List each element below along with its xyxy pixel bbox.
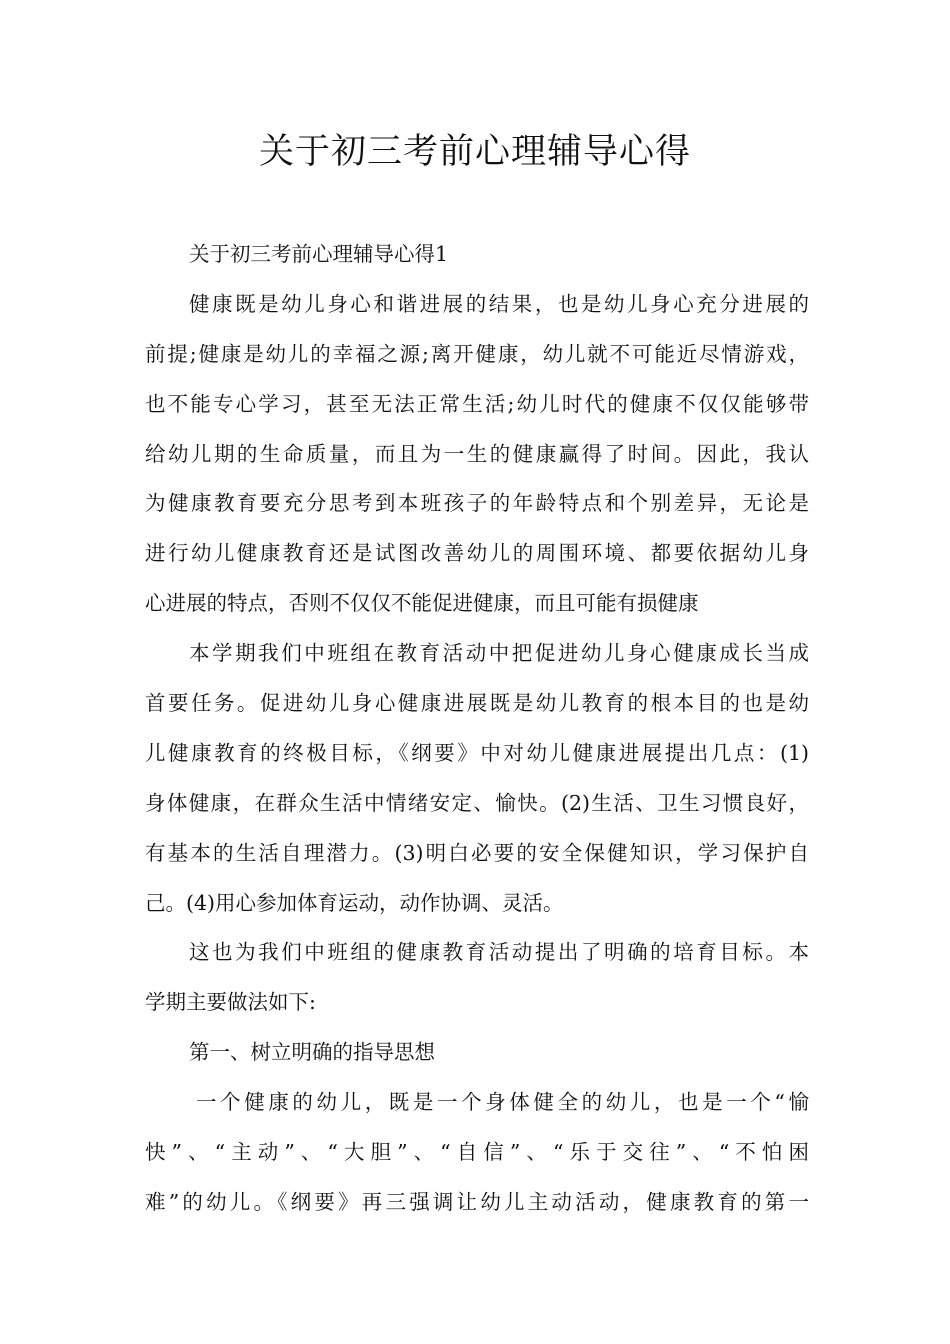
paragraph-line: 给幼儿期的生命质量，而且为一生的健康赢得了时间。因此，我认	[145, 441, 809, 466]
paragraph-line: 己。(4)用心参加体育运动，动作协调、灵活。	[145, 890, 564, 915]
paragraph-line: 身体健康，在群众生活中情绪安定、愉快。(2)生活、卫生习惯良好，	[145, 790, 809, 815]
section-heading: 关于初三考前心理辅导心得1	[189, 242, 449, 266]
paragraph-line: 儿健康教育的终极目标，《纲要》中对幼儿健康进展提出几点：(1)	[145, 740, 809, 765]
document-title: 关于初三考前心理辅导心得	[258, 132, 691, 172]
subsection-heading: 第一、树立明确的指导思想	[189, 1040, 435, 1065]
paragraph-line: 心进展的特点，否则不仅仅不能促进健康，而且可能有损健康	[145, 591, 699, 616]
paragraph-line: 有基本的生活自理潜力。(3)明白必要的安全保健知识，学习保护自	[145, 840, 809, 865]
document-body	[145, 230, 809, 1228]
paragraph-line: 一个健康的幼儿，既是一个身体健全的幼儿，也是一个“愉	[196, 1090, 809, 1115]
paragraph-line: 这也为我们中班组的健康教育活动提出了明确的培育目标。本	[189, 940, 809, 965]
paragraph-line: 快”、“主动”、“大胆”、“自信”、“乐于交往”、“不怕困	[145, 1140, 809, 1165]
paragraph-line: 首要任务。促进幼儿身心健康进展既是幼儿教育的根本目的也是幼	[145, 691, 809, 716]
paragraph-line: 难”的幼儿。《纲要》再三强调让幼儿主动活动，健康教育的第一	[145, 1189, 809, 1214]
paragraph-line: 健康既是幼儿身心和谐进展的结果，也是幼儿身心充分进展的	[189, 291, 809, 316]
paragraph-line: 进行幼儿健康教育还是试图改善幼儿的周围环境、都要依据幼儿身	[145, 541, 809, 566]
paragraph-line: 前提;健康是幼儿的幸福之源;离开健康，幼儿就不可能近尽情游戏，	[145, 341, 809, 366]
paragraph-line: 也不能专心学习，甚至无法正常生活;幼儿时代的健康不仅仅能够带	[145, 391, 809, 416]
paragraph-line: 学期主要做法如下:	[145, 990, 316, 1015]
paragraph-line: 本学期我们中班组在教育活动中把促进幼儿身心健康成长当成	[189, 641, 809, 666]
paragraph-line: 为健康教育要充分思考到本班孩子的年龄特点和个别差异，无论是	[145, 491, 809, 516]
